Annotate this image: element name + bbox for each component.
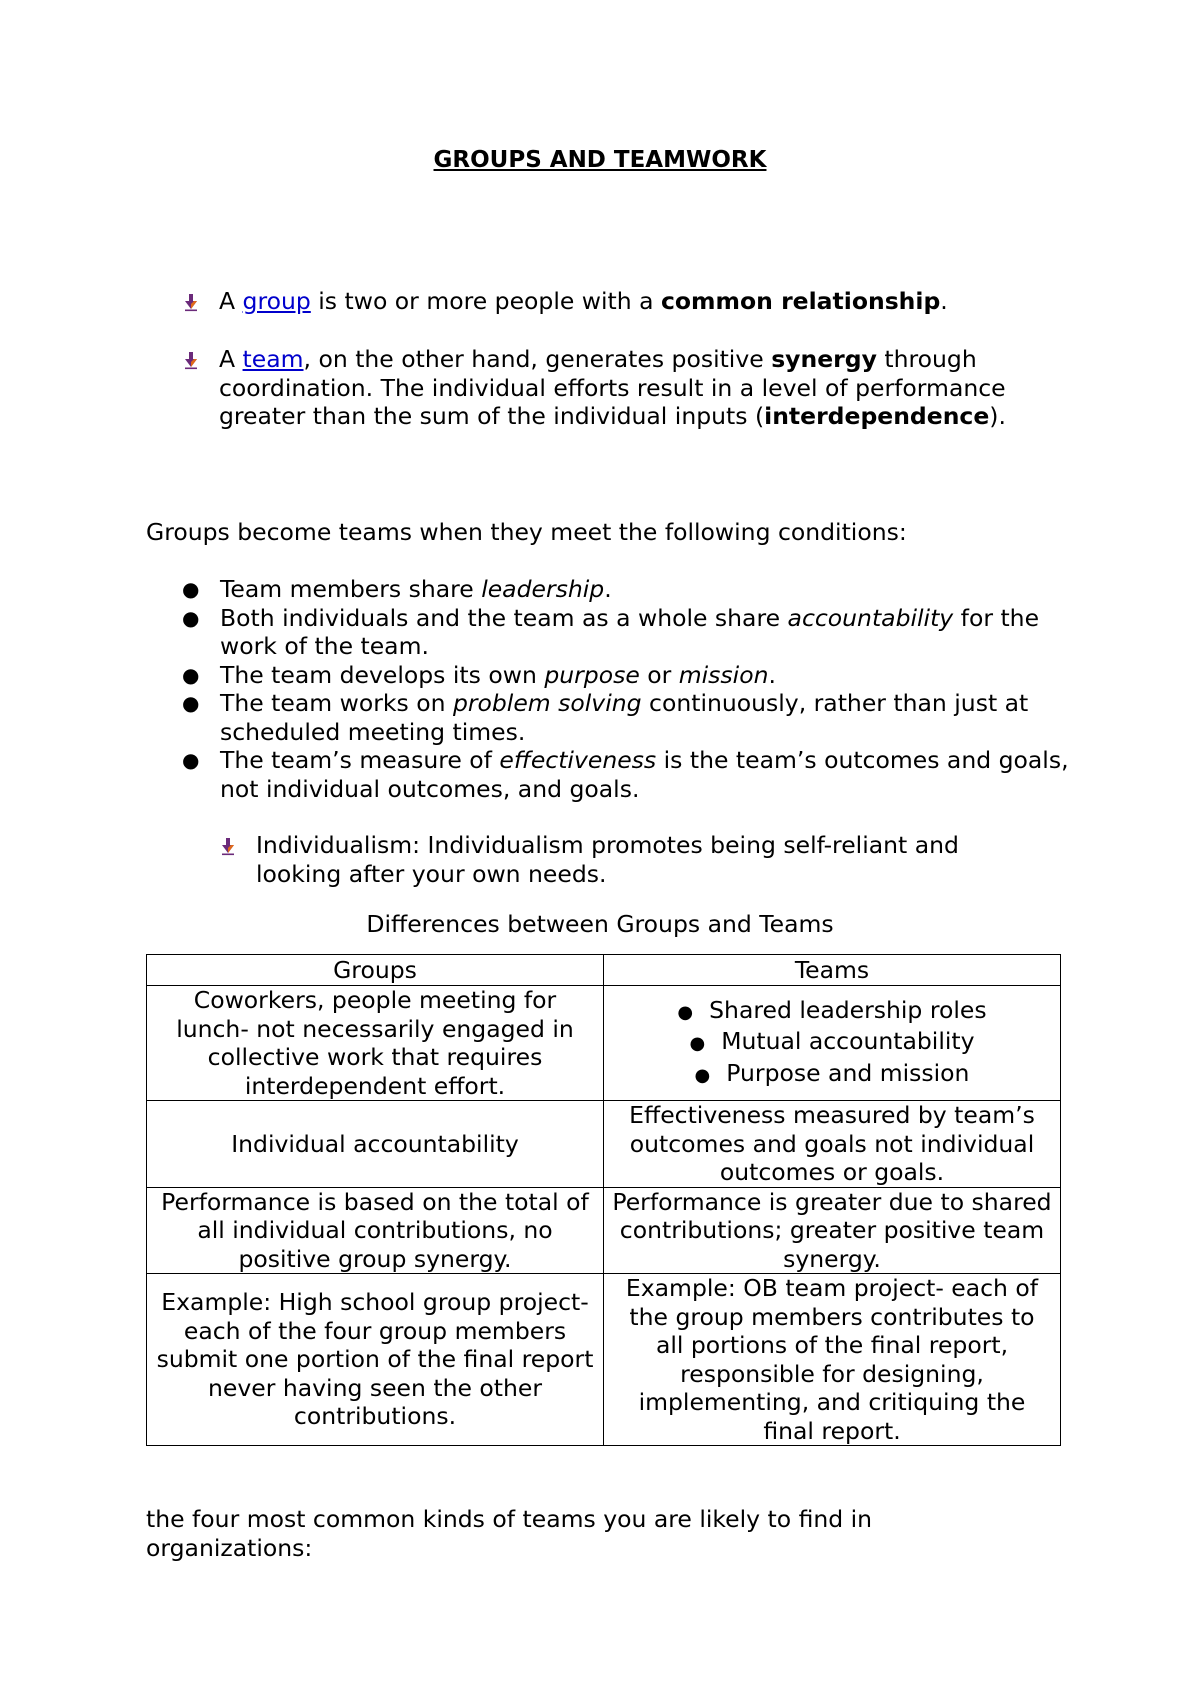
table-header-row	[147, 955, 1061, 986]
bullet-dot-icon: ●	[182, 748, 200, 772]
list-item	[150, 604, 1070, 661]
bullet-dot-icon: ●	[694, 1064, 711, 1086]
definition-group-post: .	[940, 287, 948, 315]
definition-team-line3-pre: greater than the sum of the individual inputs (	[219, 402, 765, 430]
table-cell: Effectiveness measured by team’s outcomes and goals not individual outcomes or goals.	[604, 1101, 1061, 1188]
definition-group-bold: common relationship	[660, 287, 941, 315]
conditions-intro: Groups become teams when they meet the following conditions:	[146, 518, 907, 546]
table-cell: Coworkers, people meeting for lunch- not necessarily engaged in collective work that requires interdependent effort.	[147, 986, 604, 1101]
table-row	[147, 986, 1061, 1101]
condition-emphasis: problem solving	[452, 689, 642, 717]
closing-line2: organizations:	[146, 1533, 313, 1562]
condition-emphasis: purpose	[544, 660, 640, 689]
condition-text: The team works on	[220, 689, 453, 717]
bullet-dot-icon: ●	[182, 577, 200, 601]
bullet-text: Mutual accountability	[721, 1027, 975, 1056]
definition-team-bold: synergy	[771, 345, 877, 373]
definition-group-pre: A	[219, 287, 243, 315]
definition-team-mid: , on the other hand, generates positive	[303, 345, 772, 373]
closing-paragraph	[146, 1505, 1106, 1562]
definition-team-line1	[219, 345, 1099, 374]
definition-team-pre: A	[219, 345, 243, 373]
column-header-teams: Teams	[604, 955, 1061, 986]
bullet-text: Shared leadership roles	[709, 995, 987, 1024]
arrow-bullet-icon	[182, 292, 200, 312]
definition-team	[219, 345, 1099, 431]
condition-emphasis: mission	[678, 660, 769, 689]
definition-team-line2: coordination. The individual efforts result in a level of performance	[219, 373, 1006, 402]
bullet-dot-icon: ●	[182, 662, 200, 687]
table-row	[147, 1101, 1061, 1188]
column-header-groups: Groups	[147, 955, 604, 986]
condition-text: Team members share	[220, 575, 482, 603]
list-item	[612, 996, 1052, 1028]
differences-table	[146, 954, 1061, 1446]
condition-text: is the team’s outcomes and goals, not individual outcomes, and goals.	[220, 746, 1069, 803]
list-item	[612, 1027, 1052, 1059]
condition-text: or	[639, 660, 679, 689]
table-cell: Performance is greater due to shared contributions; greater positive team synergy.	[604, 1187, 1061, 1274]
condition-emphasis: leadership	[481, 575, 605, 603]
arrow-bullet-icon	[182, 350, 200, 370]
definition-group	[219, 287, 1099, 316]
group-link[interactable]: group	[242, 287, 311, 315]
page-title: GROUPS AND TEAMWORK	[433, 147, 767, 173]
condition-text: The team’s measure of	[220, 746, 500, 774]
definition-team-line3-post: ).	[989, 402, 1006, 430]
condition-text: .	[768, 660, 776, 689]
table-cell: Performance is based on the total of all individual contributions, no positive group synergy.	[147, 1187, 604, 1274]
team-link[interactable]: team	[242, 345, 304, 373]
table-caption: Differences between Groups and Teams	[366, 910, 834, 938]
arrow-bullet-icon	[219, 836, 237, 856]
bullet-text: Purpose and mission	[726, 1058, 970, 1087]
condition-text: continuously, rather than just at scheduled meeting times.	[220, 689, 1029, 746]
condition-emphasis: accountability	[787, 603, 954, 632]
bullet-dot-icon: ●	[677, 1001, 694, 1023]
definition-group-mid: is two or more people with a	[310, 287, 661, 315]
bullet-dot-icon: ●	[182, 605, 200, 630]
table-row	[147, 1187, 1061, 1274]
bullet-dot-icon: ●	[182, 691, 200, 715]
condition-text: for the work of the team.	[220, 603, 1040, 660]
list-item	[150, 575, 1070, 604]
individualism-line2: looking after your own needs.	[256, 859, 607, 888]
condition-text: The team develops its own	[220, 660, 545, 689]
definition-team-line1-post: through	[876, 345, 977, 373]
list-item	[612, 1059, 1052, 1091]
closing-line1: the four most common kinds of teams you are likely to find in	[146, 1505, 873, 1533]
list-item	[150, 661, 1070, 690]
table-cell: Individual accountability	[147, 1101, 604, 1188]
definition-team-line3	[219, 402, 1099, 431]
bullet-dot-icon: ●	[689, 1033, 706, 1055]
table-cell	[604, 986, 1061, 1101]
table-cell: Example: OB team project- each of the group members contributes to all portions of the final report, responsible for designing, implementing, and critiquing the final report.	[604, 1274, 1061, 1446]
definition-team-line3-bold: interdependence	[764, 402, 990, 430]
conditions-list	[150, 575, 1070, 803]
table-row	[147, 1274, 1061, 1446]
list-item	[150, 689, 1070, 746]
list-item	[150, 746, 1070, 803]
individualism-item	[256, 831, 1076, 888]
teams-bullets	[612, 996, 1052, 1091]
condition-emphasis: effectiveness	[499, 746, 657, 774]
table-cell: Example: High school group project- each of the four group members submit one portion of the final report never having seen the other contributions.	[147, 1274, 604, 1446]
condition-text: Both individuals and the team as a whole share	[220, 603, 788, 632]
condition-text: .	[604, 575, 612, 603]
individualism-line1: Individualism: Individualism promotes being self-reliant and	[256, 831, 959, 859]
